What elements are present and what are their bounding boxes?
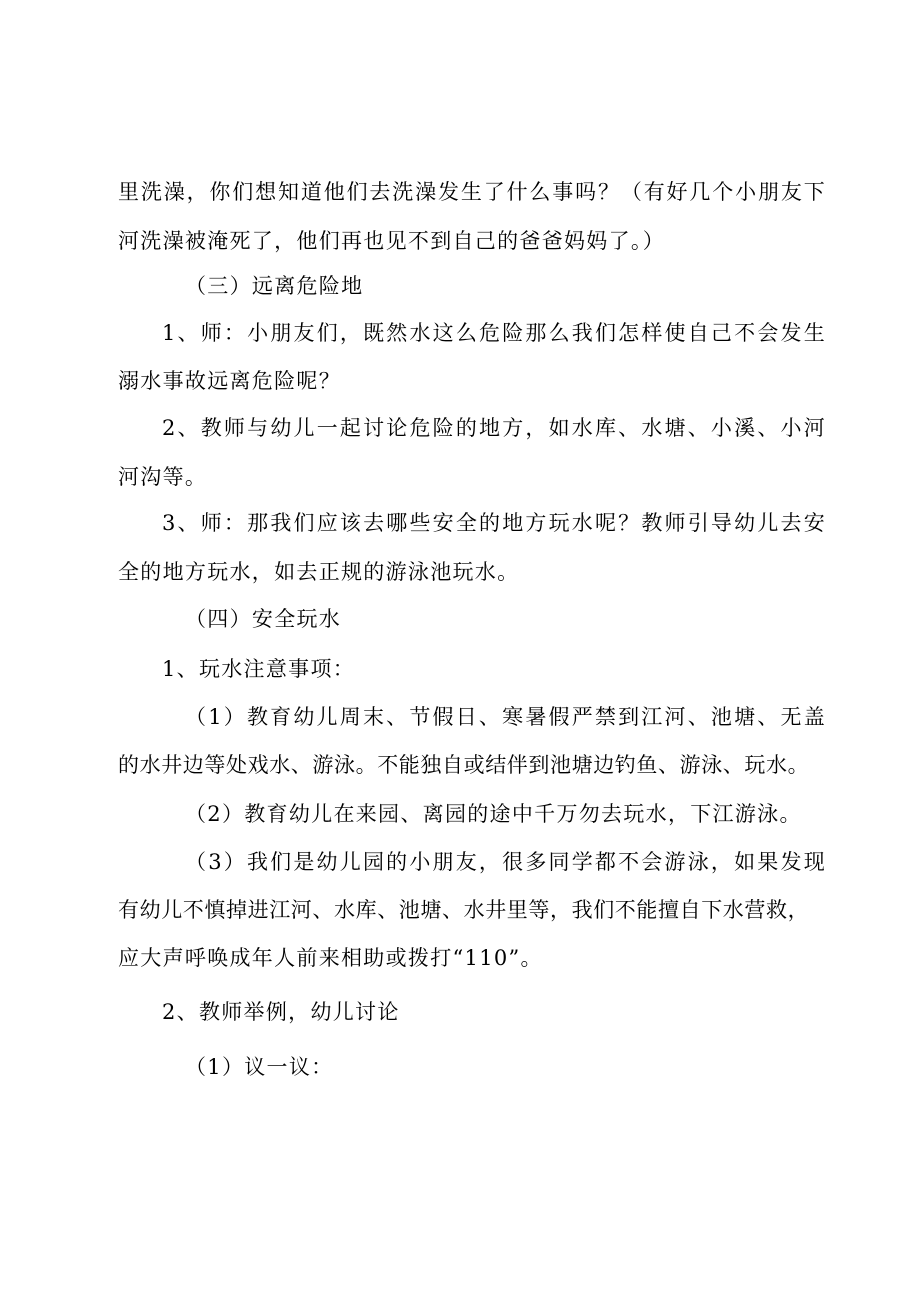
paragraph-line: （1）教育幼儿周末、节假日、寒暑假严禁到江河、池塘、无盖 [185, 705, 826, 729]
paragraph-line: 3、师：那我们应该去哪些安全的地方玩水呢？教师引导幼儿去安 [162, 511, 826, 535]
section-heading: （三）远离危险地 [185, 274, 364, 298]
paragraph-line: 2、教师与幼儿一起讨论危险的地方，如水库、水塘、小溪、小河 [162, 416, 826, 440]
paragraph-line: 溺水事故远离危险呢？ [118, 369, 341, 393]
list-item-heading: 2、教师举例，幼儿讨论 [162, 1000, 400, 1024]
paragraph-line: 的水井边等处戏水、游泳。不能独自或结伴到池塘边钓鱼、游泳、玩水。 [118, 753, 810, 777]
paragraph-line: （2）教育幼儿在来园、离园的途中千万勿去玩水，下江游泳。 [185, 802, 802, 826]
paragraph-line: 有幼儿不慎掉进江河、水库、池塘、水井里等，我们不能擅自下水营救， [118, 898, 810, 922]
section-heading: （四）安全玩水 [185, 607, 342, 631]
paragraph-line: 全的地方玩水，如去正规的游泳池玩水。 [118, 560, 520, 584]
list-item-heading: 1、玩水注意事项： [162, 657, 356, 681]
paragraph-line: 1、师：小朋友们，既然水这么危险那么我们怎样使自己不会发生 [162, 321, 826, 345]
paragraph-line: （3）我们是幼儿园的小朋友，很多同学都不会游泳，如果发现 [185, 850, 826, 874]
paragraph-line: 河洗澡被淹死了，他们再也见不到自己的爸爸妈妈了。） [118, 229, 665, 253]
paragraph-line: 应大声呼唤成年人前来相助或拨打“110”。 [118, 946, 543, 970]
paragraph-line: （1）议一议： [185, 1055, 334, 1079]
paragraph-line: 里洗澡，你们想知道他们去洗澡发生了什么事吗？（有好几个小朋友下 [118, 180, 826, 204]
paragraph-line: 河沟等。 [118, 465, 208, 489]
